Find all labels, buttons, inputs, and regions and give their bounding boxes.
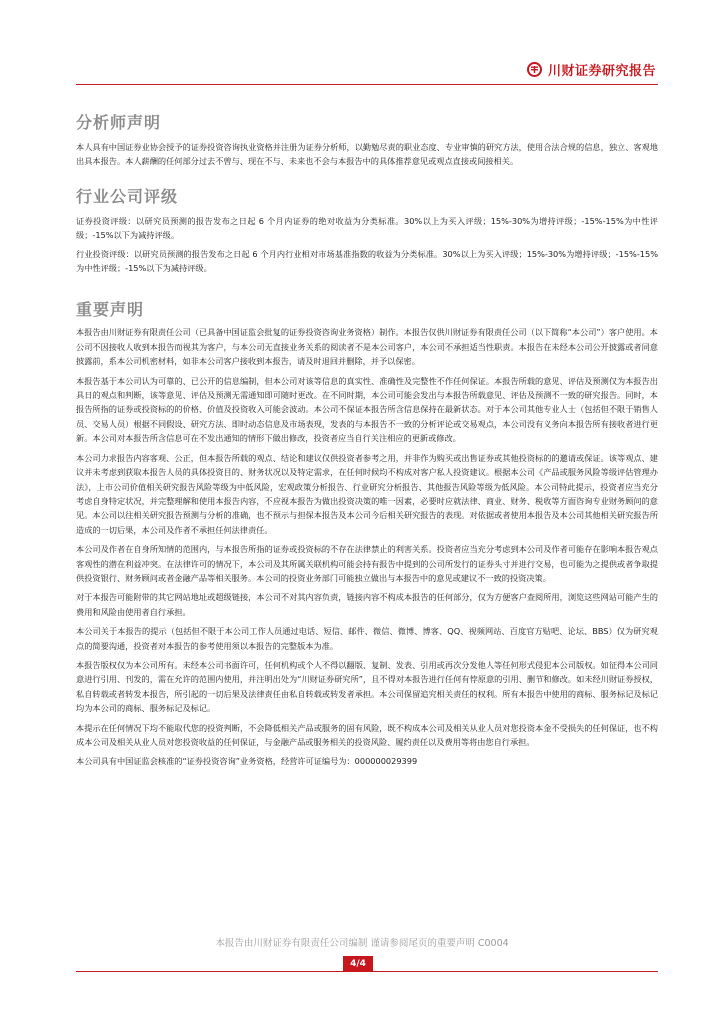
analyst-statement-text: 本人具有中国证券业协会授予的证券投资咨询执业资格并注册为证券分析师，以勤勉尽责的职业态度、专业审慎的研究方法，使用合法合规的信息，独立、客观地出具本报告。本人薪酬的任何部分过去不曾与、现在不与、未来也不会与本报告中的具体推荐意见或观点直接或间接相关。	[76, 142, 658, 167]
analyst-statement-title: 分析师声明	[76, 113, 162, 132]
disclaimer-paragraph: 本提示在任何情况下均不能取代您的投资判断，不会降低相关产品或服务的固有风险，既不构成本公司及相关从业人员对您投资本金不受损失的任何保证，也不构成本公司及相关从业人员对您投资收益的任何保证，与金融产品或服务相关的投资风险、履约责任以及费用等将由您自行承担。	[76, 722, 658, 747]
disclaimer-paragraph: 本报告版权仅为本公司所有。未经本公司书面许可，任何机构或个人不得以翻版、复制、发表、引用或再次分发他人等任何形式侵犯本公司版权。如征得本公司同意进行引用、刊发的，需在允许的范围内使用，并注明出处为“川财证券研究所”，且不得对本报告进行任何有悖原意的引用、删节和修改。如未经川财证券授权，私自转载或者转发本报告，所引起的一切后果及法律责任由私自转载或转发者承担。本公司保留追究相关责任的权利。所有本报告中使用的商标、服务标记及标记均为本公司的商标、服务标记及标记。	[76, 659, 658, 714]
rating-title: 行业公司评级	[76, 186, 179, 206]
disclaimer-paragraph: 本公司及作者在自身所知情的范围内，与本报告所指的证券或投资标的不存在法律禁止的利害关系。投资者应当充分考虑到本公司及作者可能存在影响本报告观点客观性的潜在利益冲突。在法律许可的情况下，本公司及其所属关联机构可能会持有报告中提到的公司所发行的证券头寸并进行交易，也可能为之提供或者争取提供投资银行、财务顾问或者金融产品等相关服务。本公司的投资业务部门可能独立做出与本报告中的意见或建议不一致的投资决策。	[76, 544, 658, 583]
brand	[527, 60, 656, 79]
page-number: 4/4	[343, 956, 373, 971]
cczq-logo-icon	[527, 62, 542, 77]
disclaimer-paragraph: 本报告基于本公司认为可靠的、已公开的信息编制，但本公司对该等信息的真实性、准确性及完整性不作任何保证。本报告所载的意见、评估及预测仅为本报告出具日的观点和判断，该等意见、评估及预测无需通知即可随时更改。在不同时期，本公司可能会发出与本报告所载意见、评估及预测不一致的研究报告。同时，本报告所指的证券或投资标的的价格、价值及投资收入可能会波动。本公司不保证本报告所含信息保持在最新状态。对于本公司其他专业人士（包括但不限于销售人员、交易人员）根据不同假设、研究方法、即时动态信息及市场表现，发表的与本报告不一致的分析评论或交易观点，本公司没有义务向本报告所有接收者进行更新。本公司对本报告所含信息可在不发出通知的情形下做出修改，投资者应当自行关注相应的更新或修改。	[76, 375, 658, 444]
stock-rating-text: 证券投资评级：以研究员预测的报告发布之日起 6 个月内证券的绝对收益为分类标准。30%以上为买入评级；15%-30%为增持评级；-15%-15%为中性评级；-15%以下为减持评级。	[76, 215, 658, 241]
disclaimer-paragraph: 本报告由川财证券有限责任公司（已具备中国证监会批复的证券投资咨询业务资格）制作。本报告仅供川财证券有限责任公司（以下简称“本公司”）客户使用。本公司不因接收人收到本报告而视其为客户，与本公司无直接业务关系的阅读者不是本公司客户，本公司不承担适当性职责。本报告在未经本公司公开披露或者同意披露前，系本公司机密材料，如非本公司客户接收到本报告，请及时退回并删除，并予以保密。	[76, 327, 658, 367]
brand-name: 川财证券研究报告	[547, 64, 656, 79]
footer-divider	[76, 971, 658, 972]
disclaimer-paragraph: 本公司力求报告内容客观、公正，但本报告所载的观点、结论和建议仅供投资者参考之用，并非作为购买或出售证券或其他投资标的的邀请或保证。该等观点、建议并未考虑到获取本报告人员的具体投资目的、财务状况以及特定需求，在任何时候均不构成对客户私人投资建议。根据本公司《产品或服务风险等级评估管理办法》，上市公司价值相关研究报告风险等级为中低风险，宏观政策分析报告、行业研究分析报告、其他报告风险等级为低风险。本公司特此提示，投资者应当充分考虑自身特定状况，并完整理解和使用本报告内容，不应视本报告为做出投资决策的唯一因素，必要时应就法律、商业、财务、税收等方面咨询专业财务顾问的意见。本公司以往相关研究报告预测与分析的准确，也不预示与担保本报告及本公司今后相关研究报告的表现。对依据或者使用本报告及本公司其他相关研究报告所造成的一切后果，本公司及作者不承担任何法律责任。	[76, 452, 658, 535]
footer-note: 本报告由川财证券有限责任公司编制 谨请参阅尾页的重要声明 C0004	[215, 938, 509, 949]
disclaimer-paragraph: 对于本报告可能附带的其它网站地址或超级链接，本公司不对其内容负责，链接内容不构成本报告的任何部分，仅为方便客户查阅所用，浏览这些网站可能产生的费用和风险由使用者自行承担。	[76, 592, 658, 617]
industry-rating-text: 行业投资评级：以研究员预测的报告发布之日起 6 个月内行业相对市场基准指数的收益为分类标准。30%以上为买入评级；15%-30%为增持评级；-15%-15%为中性评级；-15%以下为减持评级。	[76, 248, 658, 274]
license-statement: 本公司具有中国证监会核准的“证券投资咨询”业务资格，经营许可证编号为：000000029399	[76, 756, 418, 767]
disclaimer-paragraph: 本公司关于本报告的提示（包括但不限于本公司工作人员通过电话、短信、邮件、微信、微博、博客、QQ、视频网站、百度官方贴吧、论坛、BBS）仅为研究观点的简要沟通，投资者对本报告的参考使用须以本报告的完整版本为准。	[76, 626, 658, 651]
disclaimer-title: 重要声明	[76, 300, 145, 320]
page-header	[76, 54, 658, 85]
report-content	[76, 112, 658, 769]
